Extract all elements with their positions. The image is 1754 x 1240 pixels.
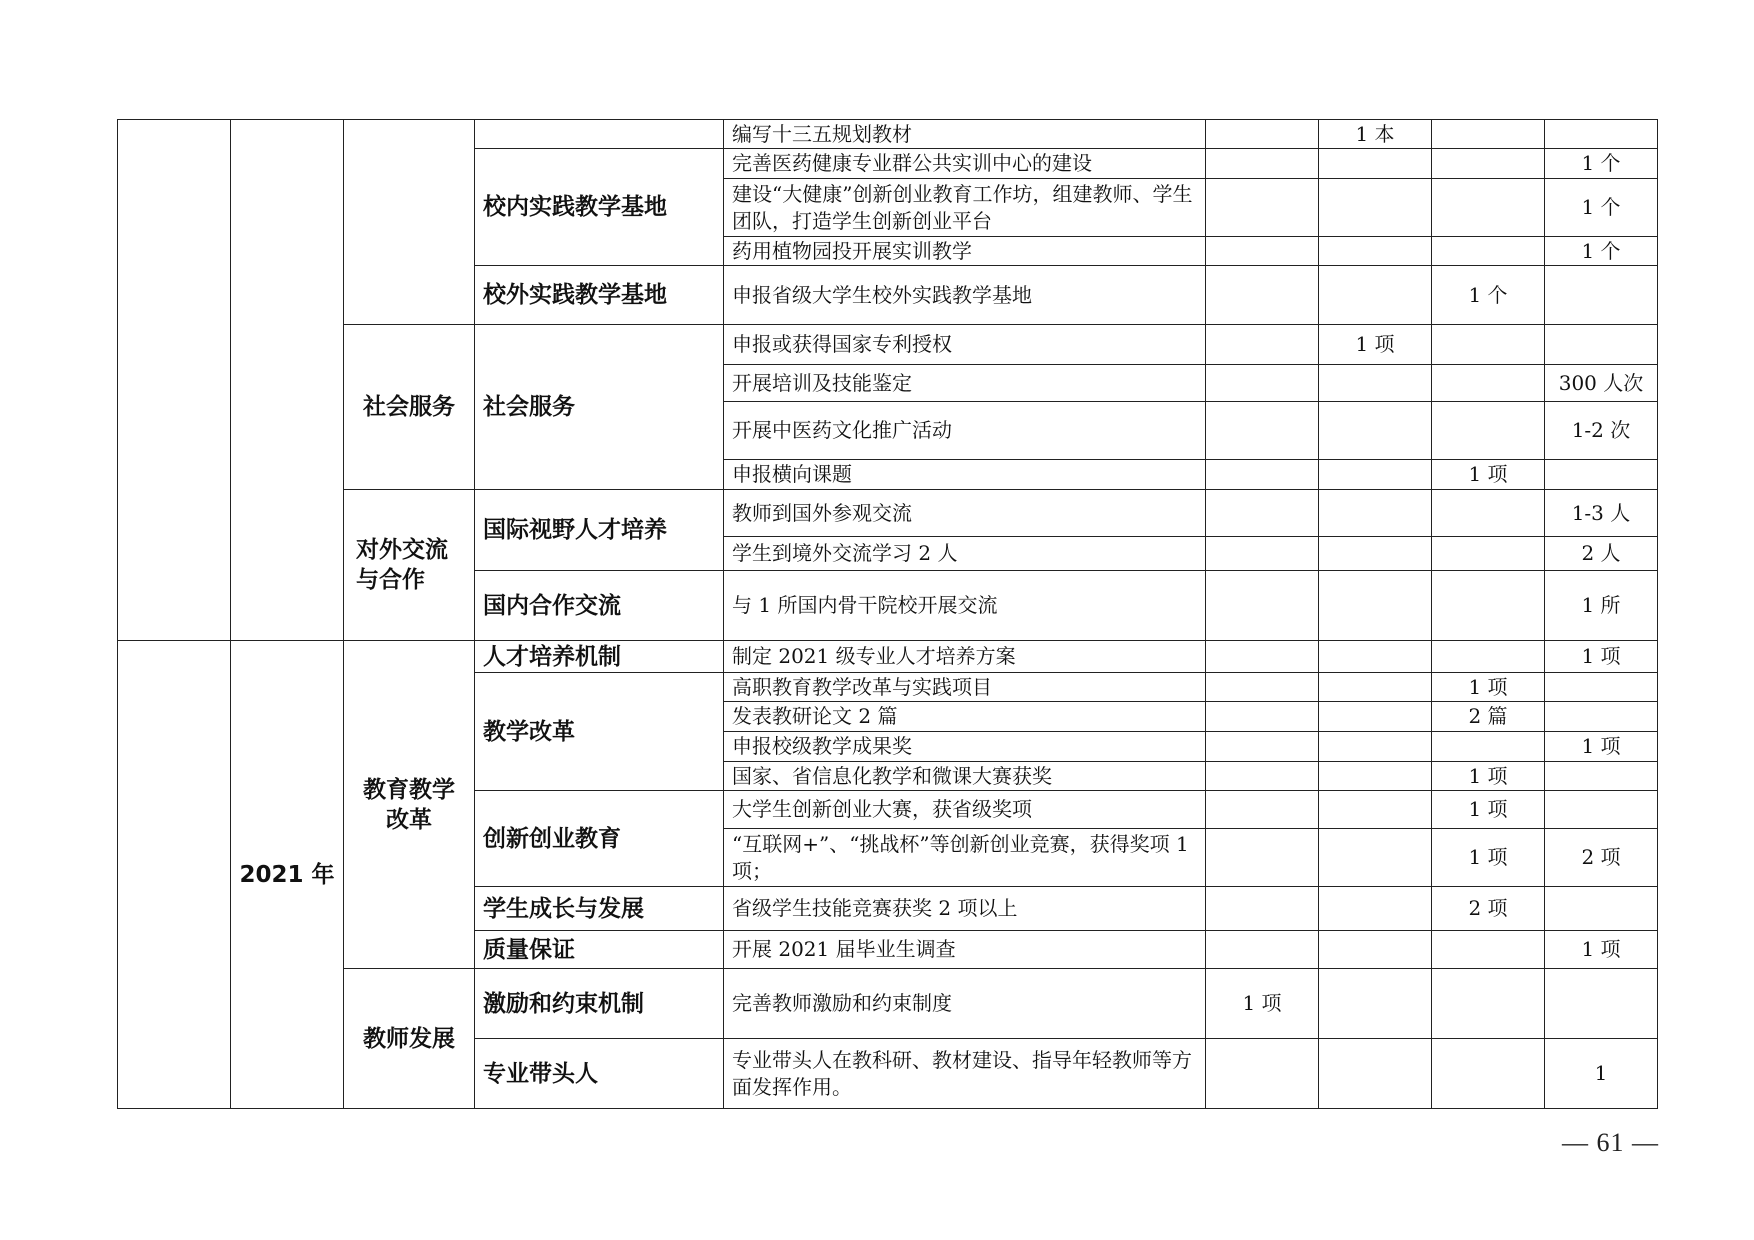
value-2020 (1319, 571, 1432, 641)
item-cell: 学生到境外交流学习 2 人 (724, 537, 1206, 571)
value-2021: 2 篇 (1432, 702, 1545, 732)
value-2019 (1206, 673, 1319, 702)
value-2021 (1432, 120, 1545, 149)
value-2022 (1545, 791, 1658, 829)
value-2019 (1206, 931, 1319, 969)
value-2020 (1319, 829, 1432, 887)
value-2019: 1 项 (1206, 969, 1319, 1039)
value-2021 (1432, 641, 1545, 673)
value-2019 (1206, 179, 1319, 237)
table-row (118, 969, 1658, 1039)
table-row (118, 325, 1658, 365)
value-2022 (1545, 325, 1658, 365)
item-cell: 发表教研论文 2 篇 (724, 702, 1206, 732)
value-2022: 1 项 (1545, 732, 1658, 762)
value-2019 (1206, 237, 1319, 266)
value-2022 (1545, 887, 1658, 931)
item-cell: 省级学生技能竞赛获奖 2 项以上 (724, 887, 1206, 931)
value-2020 (1319, 490, 1432, 537)
value-2021: 1 项 (1432, 829, 1545, 887)
item-cell: 专业带头人在教科研、教材建设、指导年轻教师等方面发挥作用。 (724, 1039, 1206, 1109)
value-2019 (1206, 325, 1319, 365)
value-2021: 1 项 (1432, 762, 1545, 791)
category-external-exchange: 对外交流与合作 (344, 490, 475, 641)
subcategory-campus-base: 校内实践教学基地 (475, 149, 724, 266)
subcategory-discipline-leader: 专业带头人 (475, 1039, 724, 1109)
value-2021: 1 项 (1432, 460, 1545, 490)
value-2019 (1206, 490, 1319, 537)
item-cell: 申报校级教学成果奖 (724, 732, 1206, 762)
value-2019 (1206, 266, 1319, 325)
value-2019 (1206, 829, 1319, 887)
item-cell: 国家、省信息化教学和微课大赛获奖 (724, 762, 1206, 791)
value-2020 (1319, 402, 1432, 460)
value-2021 (1432, 732, 1545, 762)
item-cell: 申报横向课题 (724, 460, 1206, 490)
category-social-service: 社会服务 (344, 325, 475, 490)
value-2019 (1206, 732, 1319, 762)
value-2020 (1319, 762, 1432, 791)
value-2019 (1206, 887, 1319, 931)
item-cell: 高职教育教学改革与实践项目 (724, 673, 1206, 702)
plan-table (117, 119, 1658, 1109)
category-teacher-development: 教师发展 (344, 969, 475, 1109)
item-cell: 开展培训及技能鉴定 (724, 365, 1206, 402)
item-cell: 申报或获得国家专利授权 (724, 325, 1206, 365)
value-2021 (1432, 490, 1545, 537)
value-2020 (1319, 887, 1432, 931)
item-cell: 大学生创新创业大赛，获省级奖项 (724, 791, 1206, 829)
value-2021 (1432, 537, 1545, 571)
value-2022: 1-2 次 (1545, 402, 1658, 460)
year-blank-cell (231, 120, 344, 641)
subcategory-domestic-exchange: 国内合作交流 (475, 571, 724, 641)
value-2020 (1319, 931, 1432, 969)
value-2019 (1206, 460, 1319, 490)
value-2019 (1206, 120, 1319, 149)
item-cell: “互联网+”、“挑战杯”等创新创业竞赛，获得奖项 1 项； (724, 829, 1206, 887)
value-2020 (1319, 1039, 1432, 1109)
value-2020 (1319, 179, 1432, 237)
item-cell: 药用植物园投开展实训教学 (724, 237, 1206, 266)
subcategory-international-talent: 国际视野人才培养 (475, 490, 724, 571)
year-2021-cell: 2021 年 (231, 641, 344, 1109)
value-2019 (1206, 1039, 1319, 1109)
value-2022 (1545, 702, 1658, 732)
value-2020 (1319, 365, 1432, 402)
value-2022: 1 所 (1545, 571, 1658, 641)
value-2021 (1432, 237, 1545, 266)
value-2021 (1432, 1039, 1545, 1109)
value-2020 (1319, 237, 1432, 266)
subcategory-quality-assurance: 质量保证 (475, 931, 724, 969)
value-2022: 300 人次 (1545, 365, 1658, 402)
value-2019 (1206, 791, 1319, 829)
category-blank-cell (344, 120, 475, 325)
value-2021 (1432, 402, 1545, 460)
value-2022 (1545, 120, 1658, 149)
outer-blank-cell (118, 641, 231, 1109)
subcategory-talent-mechanism: 人才培养机制 (475, 641, 724, 673)
value-2022: 1-3 人 (1545, 490, 1658, 537)
value-2020 (1319, 791, 1432, 829)
value-2020 (1319, 460, 1432, 490)
value-2021 (1432, 931, 1545, 969)
value-2022 (1545, 673, 1658, 702)
value-2019 (1206, 149, 1319, 179)
value-2021: 1 项 (1432, 791, 1545, 829)
subcategory-offcampus-base: 校外实践教学基地 (475, 266, 724, 325)
value-2020: 1 本 (1319, 120, 1432, 149)
value-2019 (1206, 762, 1319, 791)
table-row (118, 490, 1658, 537)
item-cell: 完善医药健康专业群公共实训中心的建设 (724, 149, 1206, 179)
item-cell: 建设“大健康”创新创业教育工作坊，组建教师、学生团队，打造学生创新创业平台 (724, 179, 1206, 237)
value-2022 (1545, 762, 1658, 791)
value-2019 (1206, 402, 1319, 460)
value-2022 (1545, 266, 1658, 325)
value-2019 (1206, 571, 1319, 641)
value-2022: 1 个 (1545, 179, 1658, 237)
item-cell: 申报省级大学生校外实践教学基地 (724, 266, 1206, 325)
value-2022: 1 个 (1545, 237, 1658, 266)
item-cell: 教师到国外参观交流 (724, 490, 1206, 537)
value-2019 (1206, 537, 1319, 571)
value-2020 (1319, 266, 1432, 325)
value-2022: 1 (1545, 1039, 1658, 1109)
value-2020 (1319, 969, 1432, 1039)
item-cell: 开展 2021 届毕业生调查 (724, 931, 1206, 969)
category-education-reform: 教育教学改革 (344, 641, 475, 969)
table-row (118, 641, 1658, 673)
table-row (118, 120, 1658, 149)
value-2022: 1 项 (1545, 641, 1658, 673)
value-2022: 2 项 (1545, 829, 1658, 887)
subcategory-social-service: 社会服务 (475, 325, 724, 490)
value-2021 (1432, 571, 1545, 641)
value-2021 (1432, 365, 1545, 402)
value-2020 (1319, 673, 1432, 702)
value-2021 (1432, 179, 1545, 237)
subcategory-teaching-reform: 教学改革 (475, 673, 724, 791)
value-2020 (1319, 149, 1432, 179)
subcategory-student-growth: 学生成长与发展 (475, 887, 724, 931)
item-cell: 与 1 所国内骨干院校开展交流 (724, 571, 1206, 641)
value-2021 (1432, 325, 1545, 365)
value-2021 (1432, 969, 1545, 1039)
value-2022 (1545, 969, 1658, 1039)
subcategory-blank-cell (475, 120, 724, 149)
value-2020 (1319, 641, 1432, 673)
value-2019 (1206, 702, 1319, 732)
value-2020 (1319, 732, 1432, 762)
subcategory-innovation-education: 创新创业教育 (475, 791, 724, 887)
value-2022: 2 人 (1545, 537, 1658, 571)
value-2022: 1 项 (1545, 931, 1658, 969)
value-2022 (1545, 460, 1658, 490)
value-2021: 1 项 (1432, 673, 1545, 702)
value-2019 (1206, 365, 1319, 402)
value-2020 (1319, 702, 1432, 732)
value-2021 (1432, 149, 1545, 179)
item-cell: 制定 2021 级专业人才培养方案 (724, 641, 1206, 673)
value-2020 (1319, 537, 1432, 571)
value-2021: 2 项 (1432, 887, 1545, 931)
item-cell: 开展中医药文化推广活动 (724, 402, 1206, 460)
page-number: — 61 — (1562, 1128, 1659, 1157)
outer-blank-cell (118, 120, 231, 641)
value-2021: 1 个 (1432, 266, 1545, 325)
item-cell: 完善教师激励和约束制度 (724, 969, 1206, 1039)
subcategory-incentive-mechanism: 激励和约束机制 (475, 969, 724, 1039)
value-2019 (1206, 641, 1319, 673)
value-2022: 1 个 (1545, 149, 1658, 179)
item-cell: 编写十三五规划教材 (724, 120, 1206, 149)
value-2020: 1 项 (1319, 325, 1432, 365)
